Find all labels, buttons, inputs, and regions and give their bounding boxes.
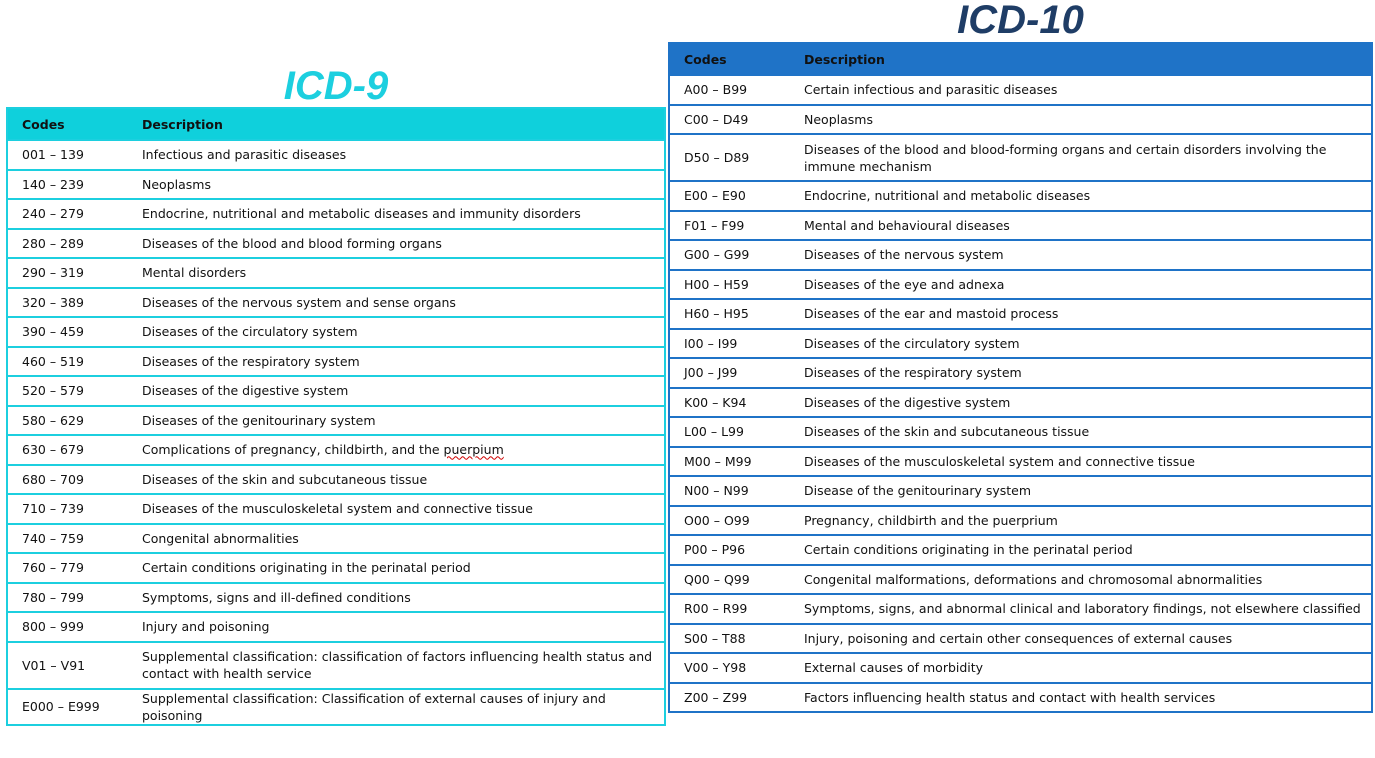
description-cell: Congenital malformations, deformations and chromosomal abnormalities	[804, 571, 1263, 587]
table-row	[7, 642, 665, 689]
icd10-table	[668, 42, 1373, 713]
code-range-cell: K00 – K94	[684, 394, 747, 410]
table-row	[669, 329, 1372, 359]
description-cell: Diseases of the eye and adnexa	[804, 276, 1005, 292]
code-range-cell: R00 – R99	[684, 601, 748, 617]
icd9-header-row	[7, 108, 665, 140]
codes-column-header: Codes	[684, 51, 727, 67]
table-row	[669, 299, 1372, 329]
description-cell: Supplemental classification: classification of factors influencing health status and contact with health service	[142, 649, 653, 681]
description-cell: Disease of the genitourinary system	[804, 483, 1032, 499]
description-cell: Diseases of the nervous system and sense organs	[142, 294, 456, 310]
code-range-cell: I00 – I99	[684, 335, 738, 351]
code-range-cell: Z00 – Z99	[684, 689, 748, 705]
table-row	[669, 240, 1372, 270]
description-cell: Mental disorders	[142, 265, 247, 281]
code-range-cell: 520 – 579	[22, 383, 84, 399]
table-row	[7, 199, 665, 229]
code-range-cell: V00 – Y98	[684, 660, 747, 676]
description-cell: Diseases of the skin and subcutaneous tissue	[142, 471, 428, 487]
table-row	[669, 624, 1372, 654]
description-cell: Supplemental classification: Classification of external causes of injury and poisoning	[142, 690, 606, 723]
table-row	[669, 653, 1372, 683]
table-row	[669, 105, 1372, 135]
code-range-cell: 630 – 679	[22, 442, 84, 458]
description-cell: Diseases of the musculoskeletal system and connective tissue	[804, 453, 1195, 469]
description-cell: Endocrine, nutritional and metabolic diseases	[804, 188, 1091, 204]
code-range-cell: 320 – 389	[22, 294, 84, 310]
table-row	[7, 689, 665, 725]
code-range-cell: 760 – 779	[22, 560, 84, 576]
code-range-cell: 680 – 709	[22, 471, 84, 487]
table-row	[7, 524, 665, 554]
description-cell: Complications of pregnancy, childbirth, and the puerpium	[142, 442, 504, 458]
description-cell: Diseases of the musculoskeletal system and connective tissue	[142, 501, 533, 517]
description-cell: Diseases of the blood and blood-forming organs and certain disorders involving the immune mechanism	[804, 141, 1327, 174]
code-range-cell: G00 – G99	[684, 247, 750, 263]
table-row	[7, 229, 665, 259]
table-row	[7, 347, 665, 377]
code-range-cell: D50 – D89	[684, 150, 750, 165]
description-cell: Diseases of the respiratory system	[804, 365, 1022, 381]
description-cell: Neoplasms	[804, 111, 873, 127]
table-row	[669, 388, 1372, 418]
description-cell: Diseases of the nervous system	[804, 247, 1004, 263]
code-range-cell: O00 – O99	[684, 512, 750, 528]
description-cell: External causes of morbidity	[804, 660, 984, 676]
code-range-cell: J00 – J99	[684, 365, 738, 381]
code-range-cell: C00 – D49	[684, 111, 749, 127]
table-row	[669, 211, 1372, 241]
description-cell: Pregnancy, childbirth and the puerprium	[804, 512, 1058, 528]
table-row	[669, 75, 1372, 105]
table-row	[669, 181, 1372, 211]
icd9-table	[6, 107, 666, 726]
code-range-cell: 710 – 739	[22, 501, 84, 517]
description-cell: Diseases of the ear and mastoid process	[804, 306, 1059, 322]
description-cell: Diseases of the genitourinary system	[142, 412, 376, 428]
description-cell: Mental and behavioural diseases	[804, 217, 1010, 233]
table-row	[669, 535, 1372, 565]
spellcheck-underline: puerpium	[443, 442, 504, 458]
table-row	[7, 258, 665, 288]
table-row	[669, 134, 1372, 181]
description-cell: Injury and poisoning	[142, 619, 270, 635]
code-range-cell: 460 – 519	[22, 353, 84, 369]
code-range-cell: Q00 – Q99	[684, 571, 750, 587]
code-range-cell: N00 – N99	[684, 483, 749, 499]
table-row	[669, 506, 1372, 536]
description-column-header: Description	[142, 116, 223, 132]
description-cell: Diseases of the digestive system	[142, 383, 349, 399]
table-row	[669, 476, 1372, 506]
code-range-cell: 780 – 799	[22, 589, 84, 605]
description-cell: Certain infectious and parasitic diseases	[804, 82, 1058, 98]
code-range-cell: 800 – 999	[22, 619, 84, 635]
table-row	[669, 417, 1372, 447]
table-row	[669, 270, 1372, 300]
code-range-cell: L00 – L99	[684, 424, 744, 440]
code-range-cell: H60 – H95	[684, 306, 749, 322]
description-cell: Neoplasms	[142, 176, 211, 192]
description-cell: Symptoms, signs, and abnormal clinical and laboratory findings, not elsewhere classified	[804, 601, 1361, 617]
code-range-cell: F01 – F99	[684, 217, 745, 233]
description-cell: Infectious and parasitic diseases	[142, 147, 347, 163]
icd9-title: ICD-9	[283, 64, 389, 108]
codes-column-header: Codes	[22, 116, 65, 132]
table-row	[7, 435, 665, 465]
table-row	[7, 288, 665, 318]
description-cell: Diseases of the circulatory system	[804, 335, 1020, 351]
table-row	[7, 583, 665, 613]
table-row	[7, 494, 665, 524]
table-row	[7, 553, 665, 583]
table-row	[669, 447, 1372, 477]
code-range-cell: E00 – E90	[684, 188, 746, 204]
code-range-cell: A00 – B99	[684, 82, 748, 98]
table-row	[669, 594, 1372, 624]
description-cell: Factors influencing health status and contact with health services	[804, 689, 1216, 705]
table-row	[7, 376, 665, 406]
code-range-cell: M00 – M99	[684, 453, 752, 469]
code-range-cell: 580 – 629	[22, 412, 84, 428]
table-row	[7, 612, 665, 642]
icd10-title: ICD-10	[957, 0, 1084, 42]
description-cell: Injury, poisoning and certain other consequences of external causes	[804, 630, 1233, 646]
description-cell: Diseases of the respiratory system	[142, 353, 360, 369]
code-range-cell: V01 – V91	[22, 657, 86, 673]
description-cell: Diseases of the blood and blood forming organs	[142, 235, 442, 251]
description-column-header: Description	[804, 51, 885, 67]
table-row	[669, 683, 1372, 713]
description-cell: Symptoms, signs and ill-defined conditions	[142, 589, 411, 605]
table-row	[7, 465, 665, 495]
code-range-cell: P00 – P96	[684, 542, 746, 558]
table-row	[7, 406, 665, 436]
code-range-cell: 290 – 319	[22, 265, 84, 281]
description-cell: Endocrine, nutritional and metabolic diseases and immunity disorders	[142, 206, 581, 222]
description-cell: Diseases of the circulatory system	[142, 324, 358, 340]
table-row	[7, 317, 665, 347]
table-row	[669, 358, 1372, 388]
description-cell: Certain conditions originating in the perinatal period	[142, 560, 471, 576]
code-range-cell: 390 – 459	[22, 324, 84, 340]
code-range-cell: 240 – 279	[22, 206, 84, 222]
icd10-header-row	[669, 43, 1372, 75]
description-cell: Diseases of the digestive system	[804, 394, 1011, 410]
code-range-cell: E000 – E999	[22, 699, 100, 714]
description-cell: Congenital abnormalities	[142, 530, 299, 546]
description-cell: Diseases of the skin and subcutaneous tissue	[804, 424, 1090, 440]
description-cell: Certain conditions originating in the perinatal period	[804, 542, 1133, 558]
table-row	[7, 170, 665, 200]
code-range-cell: 001 – 139	[22, 147, 84, 163]
code-range-cell: 280 – 289	[22, 235, 84, 251]
table-row	[7, 140, 665, 170]
code-range-cell: 140 – 239	[22, 176, 84, 192]
code-range-cell: H00 – H59	[684, 276, 749, 292]
table-row	[669, 565, 1372, 595]
code-range-cell: S00 – T88	[684, 630, 746, 646]
code-range-cell: 740 – 759	[22, 530, 84, 546]
